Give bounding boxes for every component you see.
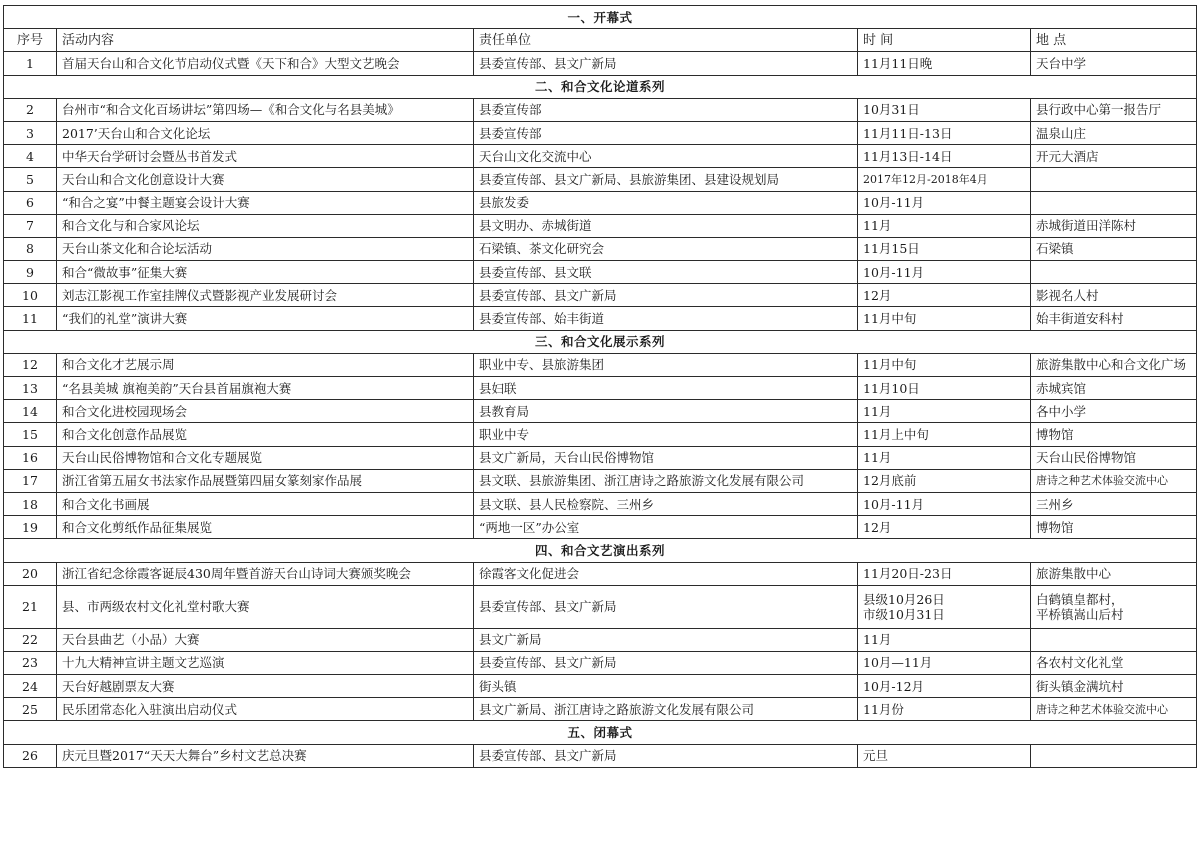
row-seq: 21 xyxy=(4,585,57,628)
column-header-place: 地 点 xyxy=(1031,29,1197,52)
row-unit: 徐霞客文化促进会 xyxy=(474,562,858,585)
section-title: 三、和合文化展示系列 xyxy=(4,330,1197,353)
row-seq: 2 xyxy=(4,98,57,121)
row-content: “名县美城 旗袍美韵”天台县首届旗袍大赛 xyxy=(57,377,474,400)
row-unit: 天台山文化交流中心 xyxy=(474,145,858,168)
row-seq: 4 xyxy=(4,145,57,168)
row-content: 和合文化剪纸作品征集展览 xyxy=(57,516,474,539)
row-place-line: 白鹤镇皇都村， xyxy=(1036,591,1124,607)
row-place: 唐诗之种艺术体验交流中心 xyxy=(1031,469,1197,492)
row-unit: 县教育局 xyxy=(474,400,858,423)
row-seq: 6 xyxy=(4,191,57,214)
row-place xyxy=(1031,585,1197,628)
row-time: 10月-12月 xyxy=(858,675,1031,698)
section-title: 一、开幕式 xyxy=(4,6,1197,29)
row-seq: 7 xyxy=(4,214,57,237)
row-time: 11月中旬 xyxy=(858,307,1031,330)
row-time: 10月31日 xyxy=(858,98,1031,121)
row-time xyxy=(858,585,1031,628)
row-content: 和合文化创意作品展览 xyxy=(57,423,474,446)
row-unit: 县委宣传部、县文广新局 xyxy=(474,52,858,75)
table-row xyxy=(4,237,1197,260)
row-content: 和合文化与和合家风论坛 xyxy=(57,214,474,237)
row-place xyxy=(1031,191,1197,214)
row-time: 10月-11月 xyxy=(858,492,1031,515)
row-time: 10月-11月 xyxy=(858,261,1031,284)
table-body xyxy=(4,6,1197,768)
row-time: 11月20日-23日 xyxy=(858,562,1031,585)
table-row xyxy=(4,446,1197,469)
row-unit: 县委宣传部、县文广新局 xyxy=(474,744,858,767)
row-content: 和合文化进校园现场会 xyxy=(57,400,474,423)
row-time: 12月 xyxy=(858,284,1031,307)
row-time: 12月 xyxy=(858,516,1031,539)
row-seq: 11 xyxy=(4,307,57,330)
activity-schedule-table xyxy=(3,5,1197,768)
row-content: 中华天台学研讨会暨丛书首发式 xyxy=(57,145,474,168)
row-place: 县行政中心第一报告厅 xyxy=(1031,98,1197,121)
row-time: 11月15日 xyxy=(858,237,1031,260)
row-seq: 8 xyxy=(4,237,57,260)
column-header-time: 时 间 xyxy=(858,29,1031,52)
table-row xyxy=(4,585,1197,628)
row-seq: 19 xyxy=(4,516,57,539)
row-seq: 17 xyxy=(4,469,57,492)
row-place: 街头镇金满坑村 xyxy=(1031,675,1197,698)
row-time: 2017年12月-2018年4月 xyxy=(858,168,1031,191)
section-header xyxy=(4,721,1197,744)
row-content: 浙江省第五届女书法家作品展暨第四届女篆刻家作品展 xyxy=(57,469,474,492)
row-content: 天台好越剧票友大赛 xyxy=(57,675,474,698)
row-content: 浙江省纪念徐霞客诞辰430周年暨首游天台山诗词大赛颁奖晚会 xyxy=(57,562,474,585)
row-seq: 15 xyxy=(4,423,57,446)
table-row xyxy=(4,214,1197,237)
row-seq: 20 xyxy=(4,562,57,585)
row-seq: 12 xyxy=(4,353,57,376)
row-content: 台州市“和合文化百场讲坛”第四场—《和合文化与名县美城》 xyxy=(57,98,474,121)
row-place: 博物馆 xyxy=(1031,516,1197,539)
row-content: 庆元旦暨2017“天天大舞台”乡村文艺总决赛 xyxy=(57,744,474,767)
row-unit: 县委宣传部、县文广新局 xyxy=(474,651,858,674)
row-content: 天台山和合文化创意设计大赛 xyxy=(57,168,474,191)
table-row xyxy=(4,121,1197,144)
row-place: 开元大酒店 xyxy=(1031,145,1197,168)
table-row xyxy=(4,651,1197,674)
row-content: 十九大精神宣讲主题文艺巡演 xyxy=(57,651,474,674)
row-unit: 石梁镇、茶文化研究会 xyxy=(474,237,858,260)
table-row xyxy=(4,377,1197,400)
row-unit: 职业中专 xyxy=(474,423,858,446)
row-place xyxy=(1031,168,1197,191)
row-unit: 县委宣传部、始丰街道 xyxy=(474,307,858,330)
row-place: 各中小学 xyxy=(1031,400,1197,423)
row-time: 11月份 xyxy=(858,698,1031,721)
row-seq: 14 xyxy=(4,400,57,423)
row-seq: 3 xyxy=(4,121,57,144)
row-unit: 县妇联 xyxy=(474,377,858,400)
row-content: 天台山民俗博物馆和合文化专题展览 xyxy=(57,446,474,469)
row-place xyxy=(1031,744,1197,767)
row-unit: 县委宣传部 xyxy=(474,98,858,121)
row-place: 影视名人村 xyxy=(1031,284,1197,307)
row-time: 11月11日-13日 xyxy=(858,121,1031,144)
row-content: 刘志江影视工作室挂牌仪式暨影视产业发展研讨会 xyxy=(57,284,474,307)
row-place: 旅游集散中心 xyxy=(1031,562,1197,585)
row-place: 三州乡 xyxy=(1031,492,1197,515)
row-unit: 县文联、县人民检察院、三州乡 xyxy=(474,492,858,515)
table-row xyxy=(4,98,1197,121)
table-row xyxy=(4,492,1197,515)
row-unit: 职业中专、县旅游集团 xyxy=(474,353,858,376)
row-unit: 县文明办、赤城街道 xyxy=(474,214,858,237)
row-seq: 22 xyxy=(4,628,57,651)
row-unit: 县文广新局、浙江唐诗之路旅游文化发展有限公司 xyxy=(474,698,858,721)
row-time: 11月 xyxy=(858,400,1031,423)
row-unit: 县旅发委 xyxy=(474,191,858,214)
column-header-seq: 序号 xyxy=(4,29,57,52)
row-content: 和合文化书画展 xyxy=(57,492,474,515)
table-row xyxy=(4,400,1197,423)
row-content: 和合“微故事”征集大赛 xyxy=(57,261,474,284)
row-time-line: 县级10月26日 xyxy=(863,591,945,607)
row-seq: 25 xyxy=(4,698,57,721)
section-header xyxy=(4,539,1197,562)
row-time-line: 市级10月31日 xyxy=(863,606,945,622)
table-row xyxy=(4,191,1197,214)
row-unit: 县委宣传部、县文广新局、县旅游集团、县建设规划局 xyxy=(474,168,858,191)
section-header xyxy=(4,330,1197,353)
row-time: 11月11日晚 xyxy=(858,52,1031,75)
row-time: 11月 xyxy=(858,214,1031,237)
table-row xyxy=(4,675,1197,698)
table-row xyxy=(4,744,1197,767)
table-row xyxy=(4,423,1197,446)
table-row xyxy=(4,516,1197,539)
row-seq: 13 xyxy=(4,377,57,400)
row-time: 元旦 xyxy=(858,744,1031,767)
column-header-unit: 责任单位 xyxy=(474,29,858,52)
row-unit: 县委宣传部、县文广新局 xyxy=(474,585,858,628)
row-content: 首届天台山和合文化节启动仪式暨《天下和合》大型文艺晚会 xyxy=(57,52,474,75)
row-seq: 24 xyxy=(4,675,57,698)
row-unit: “两地一区”办公室 xyxy=(474,516,858,539)
row-unit: 县委宣传部、县文广新局 xyxy=(474,284,858,307)
row-time: 11月 xyxy=(858,446,1031,469)
section-header xyxy=(4,75,1197,98)
row-place: 博物馆 xyxy=(1031,423,1197,446)
table-row xyxy=(4,261,1197,284)
row-time: 10月-11月 xyxy=(858,191,1031,214)
table-row xyxy=(4,145,1197,168)
row-seq: 18 xyxy=(4,492,57,515)
section-title: 二、和合文化论道系列 xyxy=(4,75,1197,98)
row-place: 旅游集散中心和合文化广场 xyxy=(1031,353,1197,376)
row-time: 10月—11月 xyxy=(858,651,1031,674)
section-title: 四、和合文艺演出系列 xyxy=(4,539,1197,562)
row-seq: 16 xyxy=(4,446,57,469)
row-seq: 26 xyxy=(4,744,57,767)
row-seq: 23 xyxy=(4,651,57,674)
row-unit: 县文联、县旅游集团、浙江唐诗之路旅游文化发展有限公司 xyxy=(474,469,858,492)
section-title: 五、闭幕式 xyxy=(4,721,1197,744)
row-place: 天台中学 xyxy=(1031,52,1197,75)
row-place xyxy=(1031,628,1197,651)
row-time: 11月中旬 xyxy=(858,353,1031,376)
row-unit: 县文广新局，天台山民俗博物馆 xyxy=(474,446,858,469)
row-content: 2017’天台山和合文化论坛 xyxy=(57,121,474,144)
table-row xyxy=(4,353,1197,376)
row-content: “我们的礼堂”演讲大赛 xyxy=(57,307,474,330)
row-time: 11月10日 xyxy=(858,377,1031,400)
column-header-content: 活动内容 xyxy=(57,29,474,52)
table-row xyxy=(4,284,1197,307)
row-place: 赤城宾馆 xyxy=(1031,377,1197,400)
row-place: 唐诗之种艺术体验交流中心 xyxy=(1031,698,1197,721)
row-place-line: 平桥镇嵩山后村 xyxy=(1036,606,1124,622)
row-unit: 县委宣传部 xyxy=(474,121,858,144)
row-place: 始丰街道安科村 xyxy=(1031,307,1197,330)
row-place: 温泉山庄 xyxy=(1031,121,1197,144)
row-place: 赤城街道田洋陈村 xyxy=(1031,214,1197,237)
row-unit: 县委宣传部、县文联 xyxy=(474,261,858,284)
row-seq: 9 xyxy=(4,261,57,284)
row-place: 石梁镇 xyxy=(1031,237,1197,260)
row-place xyxy=(1031,261,1197,284)
table-row xyxy=(4,562,1197,585)
table-row xyxy=(4,168,1197,191)
row-content: 和合文化才艺展示周 xyxy=(57,353,474,376)
table-row xyxy=(4,52,1197,75)
row-seq: 10 xyxy=(4,284,57,307)
row-unit: 街头镇 xyxy=(474,675,858,698)
section-header xyxy=(4,6,1197,29)
table-row xyxy=(4,698,1197,721)
row-seq: 1 xyxy=(4,52,57,75)
row-content: 天台山茶文化和合论坛活动 xyxy=(57,237,474,260)
row-content: 天台县曲艺（小品）大赛 xyxy=(57,628,474,651)
row-place: 各农村文化礼堂 xyxy=(1031,651,1197,674)
row-place: 天台山民俗博物馆 xyxy=(1031,446,1197,469)
row-content: 民乐团常态化入驻演出启动仪式 xyxy=(57,698,474,721)
row-time: 12月底前 xyxy=(858,469,1031,492)
row-time: 11月上中旬 xyxy=(858,423,1031,446)
row-unit: 县文广新局 xyxy=(474,628,858,651)
row-content: “和合之宴”中餐主题宴会设计大赛 xyxy=(57,191,474,214)
row-content: 县、市两级农村文化礼堂村歌大赛 xyxy=(57,585,474,628)
table-row xyxy=(4,469,1197,492)
row-seq: 5 xyxy=(4,168,57,191)
table-row xyxy=(4,307,1197,330)
table-row xyxy=(4,628,1197,651)
row-time: 11月13日-14日 xyxy=(858,145,1031,168)
row-time: 11月 xyxy=(858,628,1031,651)
column-header-row xyxy=(4,29,1197,52)
